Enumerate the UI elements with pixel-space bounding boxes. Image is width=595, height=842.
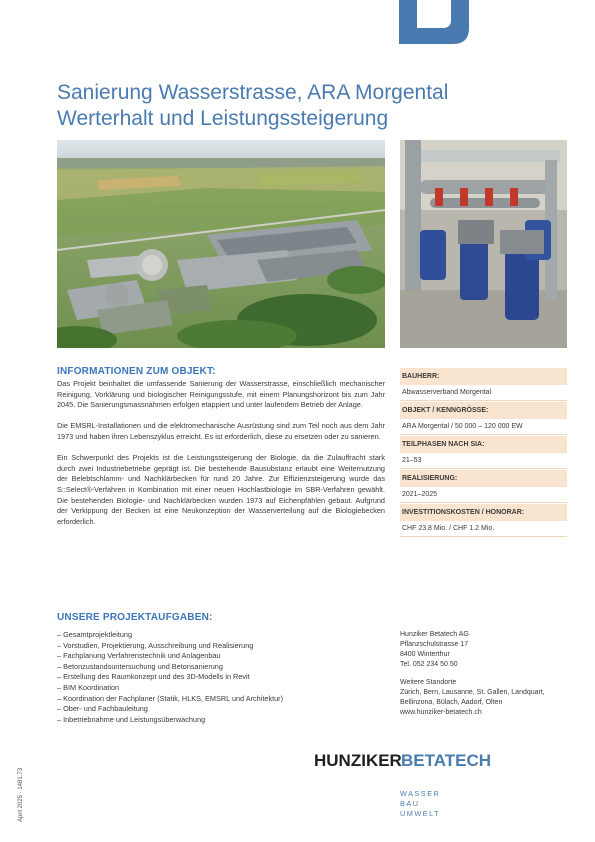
logo-word-1: HUNZIKER	[314, 751, 402, 770]
locations-line-1: Zürich, Bern, Lausanne, St. Gallen, Landquart,	[400, 689, 545, 696]
facts-value-costs: CHF 23.8 Mio. / CHF 1.2 Mio.	[400, 521, 567, 537]
company-city: 8400 Winterthur	[400, 651, 450, 658]
list-item: – Inbetriebnahme und Leistungsüberwachung	[57, 714, 206, 724]
facts-value-phases: 21–53	[400, 453, 567, 469]
locations-line-2: Bellinzona, Bülach, Aadorf, Olten	[400, 699, 503, 706]
list-item: – Gesamtprojektleitung	[57, 630, 133, 639]
logo-word-2: BETATECH	[401, 751, 492, 770]
list-item: – BIM Koordination	[57, 682, 120, 692]
facts-value-client: Abwasserverband Morgental	[400, 385, 567, 401]
company-street: Pflanzschulstrasse 17	[400, 641, 469, 648]
company-name: Hunziker Betatech AG	[400, 631, 469, 638]
info-text	[57, 379, 385, 538]
facts-value-realisation: 2021–2025	[400, 487, 567, 503]
list-item: – Betonzustandsuntersuchung und Betonsanierung	[57, 661, 223, 671]
title-line-2: Werterhalt und Leistungssteigerung	[57, 107, 389, 130]
contact-block	[400, 630, 570, 718]
facts-label-costs: INVESTITIONSKOSTEN / HONORAR:	[400, 503, 567, 521]
facts-value-object: ARA Morgental / 50 000 – 120 000 EW	[400, 419, 567, 435]
document-reference: April 2025 · 1481.73	[18, 767, 24, 822]
list-item: – Erstellung des Raumkonzept und des 3D-Modells in Revit	[57, 672, 250, 682]
tasks-heading: UNSERE PROJEKTAUFGABEN:	[57, 612, 213, 623]
company-phone: Tel. 052 234 50 50	[400, 661, 458, 668]
title-line-1: Sanierung Wasserstrasse, ARA Morgental	[57, 81, 449, 104]
tagline-line-2: BAU	[400, 799, 420, 808]
pump-room-photo	[400, 140, 567, 348]
tasks-list	[57, 630, 387, 725]
info-paragraph-3: Ein Schwerpunkt des Projekts ist die Leistungssteigerung der Biologie, da die Zulauffracht stark durch zwei Industriebetriebe geprägt ist. Die bestehende Bausubstanz erlaubt eine Weiternutzung der Belebtschlamm- und Nachklärbecken für rund 20 Jahre. Zur Effizienzsteigerung wurde das S::Select®-Verfahren in Kombination mit einer neuen Hochlastbiologie im SBR-Verfahren gewählt. Die bestehenden Biologie- und Nachklärbecken wurden 1973 auf Eichenpfählen gebaut. Aufgrund der Verkippung der Becken ist eine Neukonzeption der Wasserverteilung auf die Biologiebecken erforderlich.	[57, 453, 385, 526]
list-item: – Fachplanung Verfahrenstechnik und Anlagenbau	[57, 651, 221, 661]
logo-tab-icon	[399, 0, 469, 44]
locations-heading: Weitere Standorte	[400, 679, 457, 686]
list-item: – Ober- und Fachbauleitung	[57, 704, 148, 714]
page-title	[57, 80, 537, 132]
facts-label-realisation: REALISIERUNG:	[400, 469, 567, 487]
brand-tagline	[400, 789, 440, 819]
list-item: – Vorstudien, Projektierung, Ausschreibung und Realisierung	[57, 640, 254, 650]
info-heading: INFORMATIONEN ZUM OBJEKT:	[57, 366, 216, 377]
facts-label-object: OBJEKT / KENNGRÖSSE:	[400, 401, 567, 419]
facts-label-phases: TEILPHASEN NACH SIA:	[400, 435, 567, 453]
info-paragraph-2: Die EMSRL-Installationen und die elektromechanische Ausrüstung sind zum Teil noch aus dem Jahr 1973 und haben ihren Lebenszyklus erreicht. Es ist erforderlich, diese zu ersetzen oder zu sanieren.	[57, 421, 385, 441]
company-website[interactable]: www.hunziker-betatech.ch	[400, 709, 482, 716]
aerial-plant-photo	[57, 140, 385, 348]
facts-label-client: BAUHERR:	[400, 367, 567, 385]
info-paragraph-1: Das Projekt beinhaltet die umfassende Sanierung der Wasserstrasse, einschließlich mechanischer Reinigung, Vorklärung und biologischer Reinigungsstufe, mit einem Planungshorizont bis zum Jahr 2045. Die Sanierungsmassnahmen erfolgen etappiert und unter laufendem Betrieb der Anlage.	[57, 379, 385, 410]
tagline-line-3: UMWELT	[400, 809, 441, 818]
list-item: – Koordination der Fachplaner (Statik, HLKS, EMSRL und Architektur)	[57, 693, 284, 703]
hunziker-betatech-logo	[314, 748, 514, 772]
tagline-line-1: WASSER	[400, 789, 441, 798]
project-facts-table	[400, 367, 567, 537]
